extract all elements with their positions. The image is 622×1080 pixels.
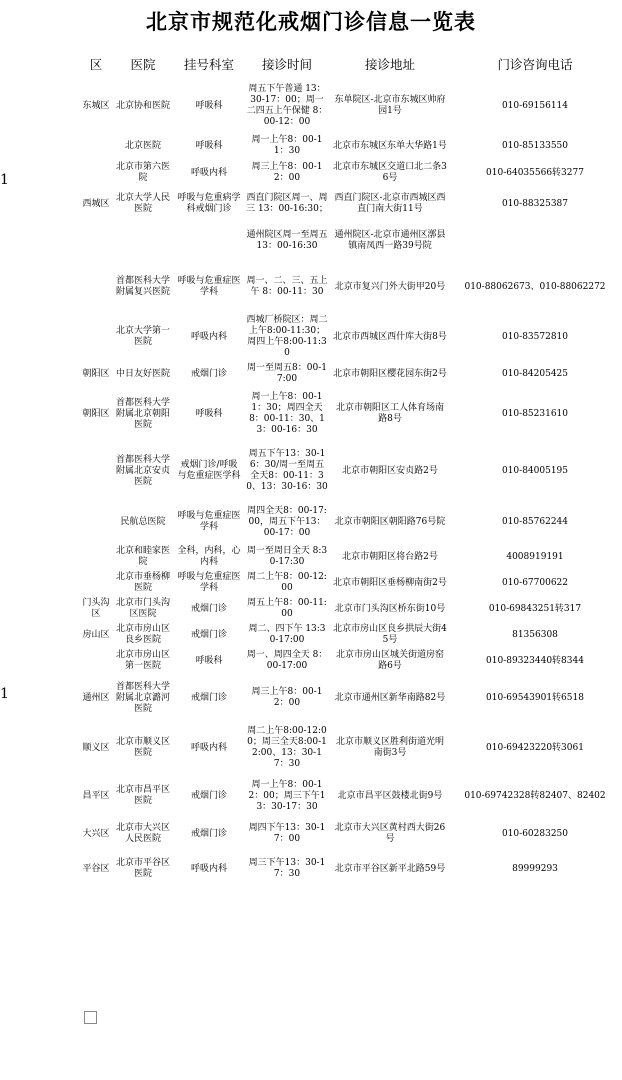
address-cell: 北京市朝阳区垂杨柳南街2号 xyxy=(333,577,447,588)
clinic-table xyxy=(80,50,620,888)
district-cell xyxy=(80,134,112,158)
department-cell: 呼吸科 xyxy=(195,408,223,419)
hospital-cell: 北京和睦家医院 xyxy=(115,546,170,567)
address-cell: 北京市朝阳区朝阳路76号院 xyxy=(334,516,446,527)
phone-cell: 010-69156114 xyxy=(501,100,569,111)
hours-cell: 周一上午8：00-12：00；周三下午13：30-17：30 xyxy=(248,779,326,812)
department-cell: 戒烟门诊 xyxy=(190,828,227,839)
hospital-cell: 北京市昌平区医院 xyxy=(115,785,170,806)
hours-cell: 周三上午8：00-12：00 xyxy=(251,162,323,183)
margin-mark: 1 xyxy=(0,172,9,188)
hospital-cell: 北京大学人民医院 xyxy=(115,193,170,214)
column-header-hours: 接诊时间 xyxy=(261,57,312,72)
hours-cell: 通州院区周一至周五 13：00-16:30 xyxy=(246,230,328,251)
district-cell: 西城区 xyxy=(82,198,110,209)
column-header-phone: 门诊咨询电话 xyxy=(497,57,573,72)
phone-cell: 010-69742328转82407、82402 xyxy=(464,790,606,801)
phone-cell: 010-84205425 xyxy=(501,368,569,379)
table-row xyxy=(80,158,620,188)
district-cell: 平谷区 xyxy=(82,863,110,874)
district-cell: 昌平区 xyxy=(82,790,110,801)
hours-cell: 周一上午8：00-11：30；周四全天8：00-11：30、13：00-16：30 xyxy=(249,392,325,435)
table-row xyxy=(80,544,620,570)
hospital-cell: 北京医院 xyxy=(124,140,161,151)
table-row xyxy=(80,774,620,818)
table-row xyxy=(80,722,620,774)
phone-cell: 010-69423220转3061 xyxy=(486,742,584,753)
address-cell: 北京市朝阳区将台路2号 xyxy=(342,551,438,562)
hours-cell: 周五下午13：30-16：30/周一至周五全天8：00-11：30、13：30-16：30 xyxy=(246,449,328,492)
address-cell: 北京市昌平区鼓楼北街9号 xyxy=(337,790,443,801)
address-cell: 东单院区-北京市东城区帅府园1号 xyxy=(334,95,446,116)
address-cell: 北京市房山区城关街道房窑路6号 xyxy=(335,650,444,671)
hours-cell: 周四全天8：00-17:00，周五下午13：00-17：00 xyxy=(247,505,327,538)
table-row xyxy=(80,134,620,158)
address-cell: 北京市顺义区胜利街道光明南街3号 xyxy=(335,737,444,758)
hours-cell: 周二上午8：00-12:00 xyxy=(247,572,327,593)
hospital-cell: 北京市房山区第一医院 xyxy=(115,650,170,671)
department-cell: 呼吸内科 xyxy=(190,167,227,178)
table-row xyxy=(80,500,620,544)
column-header-department: 挂号科室 xyxy=(183,57,234,72)
hospital-cell: 首都医科大学附属北京潞河医院 xyxy=(115,681,170,714)
department-cell: 呼吸科 xyxy=(195,655,223,666)
hospital-cell: 首都医科大学附属复兴医院 xyxy=(115,276,170,297)
phone-cell: 010-69843251转317 xyxy=(488,603,582,614)
hours-cell: 周四下午13：30-17：00 xyxy=(248,823,326,844)
phone-cell: 010-83572810 xyxy=(501,331,569,342)
hospital-cell: 首都医科大学附属北京朝阳医院 xyxy=(115,397,170,430)
table-row xyxy=(80,188,620,220)
hospital-cell xyxy=(112,220,174,262)
phone-cell: 89999293 xyxy=(512,863,558,874)
hospital-cell: 北京市房山区良乡医院 xyxy=(115,624,170,645)
hours-cell: 周二、四下午 13:30-17:00 xyxy=(248,624,326,645)
district-cell: 朝阳区 xyxy=(82,408,110,419)
phone-cell: 010-89323440转8344 xyxy=(486,655,584,666)
hours-cell: 周五上午8：00-11:00 xyxy=(247,598,327,619)
table-row xyxy=(80,622,620,648)
hours-cell: 周二上午8:00-12:00；周三全天8:00-12:00、13：30-17：30 xyxy=(247,726,327,769)
table-row xyxy=(80,362,620,386)
page-title: 北京市规范化戒烟门诊信息一览表 xyxy=(146,10,476,34)
department-cell: 呼吸与危重症医学科 xyxy=(177,572,241,593)
hours-cell: 周三下午13：30-17：30 xyxy=(248,858,326,879)
district-cell: 房山区 xyxy=(82,629,110,640)
phone-cell: 010-64035566转3277 xyxy=(486,167,584,178)
hours-cell: 西城厂桥院区：周二上午8:00-11:30；周四上午8:00-11:30 xyxy=(246,315,328,358)
table-row xyxy=(80,818,620,850)
district-cell: 东城区 xyxy=(82,100,110,111)
district-cell xyxy=(80,442,112,500)
address-cell: 北京市大兴区黄村西大街26号 xyxy=(334,823,446,844)
district-cell xyxy=(80,158,112,188)
hours-cell: 周一上午8：00-11：30 xyxy=(251,135,323,156)
district-cell: 通州区 xyxy=(82,692,110,703)
district-cell: 门头沟区 xyxy=(82,598,110,619)
hours-cell: 周一至周日全天 8:30-17:30 xyxy=(246,546,328,567)
column-header-hospital: 医院 xyxy=(130,57,156,72)
address-cell: 北京市东城区东单大华路1号 xyxy=(333,140,447,151)
table-row xyxy=(80,850,620,888)
address-cell: 北京市朝阳区工人体育场南路8号 xyxy=(335,403,444,424)
address-cell: 北京市朝阳区安贞路2号 xyxy=(342,465,438,476)
table-header-row xyxy=(80,50,620,78)
hours-cell: 周一、二、三、五上午 8：00-11：30 xyxy=(246,276,328,297)
phone-cell: 010-84005195 xyxy=(501,465,569,476)
phone-cell: 010-85231610 xyxy=(501,408,569,419)
department-cell: 呼吸与危重病学科戒烟门诊 xyxy=(177,193,241,214)
department-cell: 呼吸科 xyxy=(195,140,223,151)
address-cell: 北京市朝阳区樱花园东街2号 xyxy=(333,368,447,379)
department-cell: 呼吸内科 xyxy=(190,742,227,753)
table-row xyxy=(80,596,620,622)
table-row xyxy=(80,386,620,442)
district-cell xyxy=(80,570,112,596)
address-cell: 北京市通州区新华南路82号 xyxy=(334,692,446,703)
phone-cell xyxy=(450,220,620,262)
department-cell: 全科，内科，心内科 xyxy=(177,546,241,567)
phone-cell: 010-88062673、010-88062272 xyxy=(464,281,606,292)
column-header-address: 接诊地址 xyxy=(364,57,415,72)
district-cell xyxy=(80,262,112,312)
district-cell: 大兴区 xyxy=(82,828,110,839)
district-cell xyxy=(80,648,112,674)
hospital-cell: 北京协和医院 xyxy=(115,100,170,111)
department-cell: 戒烟门诊 xyxy=(190,603,227,614)
address-cell: 北京市门头沟区桥东街10号 xyxy=(334,603,446,614)
department-cell: 戒烟门诊 xyxy=(190,368,227,379)
hospital-cell: 北京市顺义区医院 xyxy=(115,737,170,758)
phone-cell: 4008919191 xyxy=(506,551,564,562)
hospital-cell: 北京市垂杨柳医院 xyxy=(115,572,170,593)
district-cell xyxy=(80,500,112,544)
hospital-cell: 首都医科大学附属北京安贞医院 xyxy=(115,454,170,487)
district-cell: 顺义区 xyxy=(82,742,110,753)
department-cell: 呼吸内科 xyxy=(190,331,227,342)
hours-cell: 周五下午普通 13：30-17：00；周一二四五上午保健 8：00-12：00 xyxy=(246,84,328,127)
hospital-cell: 北京市门头沟区医院 xyxy=(115,598,170,619)
address-cell: 西直门院区-北京市西城区西直门南大街11号 xyxy=(334,193,446,214)
table-row xyxy=(80,674,620,722)
table-row xyxy=(80,442,620,500)
department-cell: 戒烟门诊 xyxy=(190,790,227,801)
table-row xyxy=(80,648,620,674)
department-cell: 呼吸与危重症医学科 xyxy=(177,276,241,297)
department-cell: 戒烟门诊 xyxy=(190,629,227,640)
hospital-cell: 北京市大兴区人民医院 xyxy=(115,823,170,844)
department-cell: 呼吸内科 xyxy=(190,863,227,874)
hospital-cell: 北京大学第一医院 xyxy=(115,326,170,347)
phone-cell: 010-85133550 xyxy=(501,140,569,151)
address-cell: 北京市平谷区新平北路59号 xyxy=(334,863,446,874)
district-cell: 朝阳区 xyxy=(82,368,110,379)
address-cell: 北京市房山区良乡拱辰大街45号 xyxy=(333,624,447,645)
department-cell: 呼吸科 xyxy=(195,100,223,111)
district-cell xyxy=(80,544,112,570)
hours-cell: 西直门院区周一、周三 13：00-16:30； xyxy=(246,193,328,214)
hours-cell: 周一、周四全天 8：00-17:00 xyxy=(246,650,328,671)
address-cell: 北京市西城区西什库大街8号 xyxy=(333,331,447,342)
phone-cell: 010-67700622 xyxy=(501,577,569,588)
phone-cell: 010-88325387 xyxy=(501,198,569,209)
table-row xyxy=(80,570,620,596)
table-row xyxy=(80,78,620,134)
department-cell: 戒烟门诊 xyxy=(190,692,227,703)
hours-cell: 周一至周五8：00-17:00 xyxy=(247,363,327,384)
phone-cell: 010-69543901转6518 xyxy=(486,692,584,703)
address-cell: 北京市复兴门外大街甲20号 xyxy=(334,281,446,292)
hospital-cell: 中日友好医院 xyxy=(115,368,170,379)
column-header-district: 区 xyxy=(89,57,103,72)
district-cell xyxy=(80,220,112,262)
checkbox-icon xyxy=(84,1011,97,1024)
department-cell xyxy=(174,220,244,262)
department-cell: 戒烟门诊/呼吸与危重症医学科 xyxy=(177,460,241,481)
phone-cell: 81356308 xyxy=(512,629,558,640)
hospital-cell: 民航总医院 xyxy=(120,516,166,527)
hospital-cell: 北京市平谷区医院 xyxy=(115,858,170,879)
phone-cell: 010-85762244 xyxy=(501,516,569,527)
address-cell: 通州院区-北京市通州区漷县镇南凤西一路39号院 xyxy=(334,230,446,251)
district-cell xyxy=(80,312,112,362)
table-body xyxy=(80,78,620,888)
table-row xyxy=(80,220,620,262)
margin-mark: 1 xyxy=(0,686,9,702)
table-row xyxy=(80,312,620,362)
phone-cell: 010-60283250 xyxy=(501,828,569,839)
hospital-cell: 北京市第六医院 xyxy=(115,162,170,183)
hours-cell: 周三上午8：00-12：00 xyxy=(251,687,323,708)
table-row xyxy=(80,262,620,312)
department-cell: 呼吸与危重症医学科 xyxy=(177,511,241,532)
address-cell: 北京市东城区交道口北二条36号 xyxy=(333,162,447,183)
